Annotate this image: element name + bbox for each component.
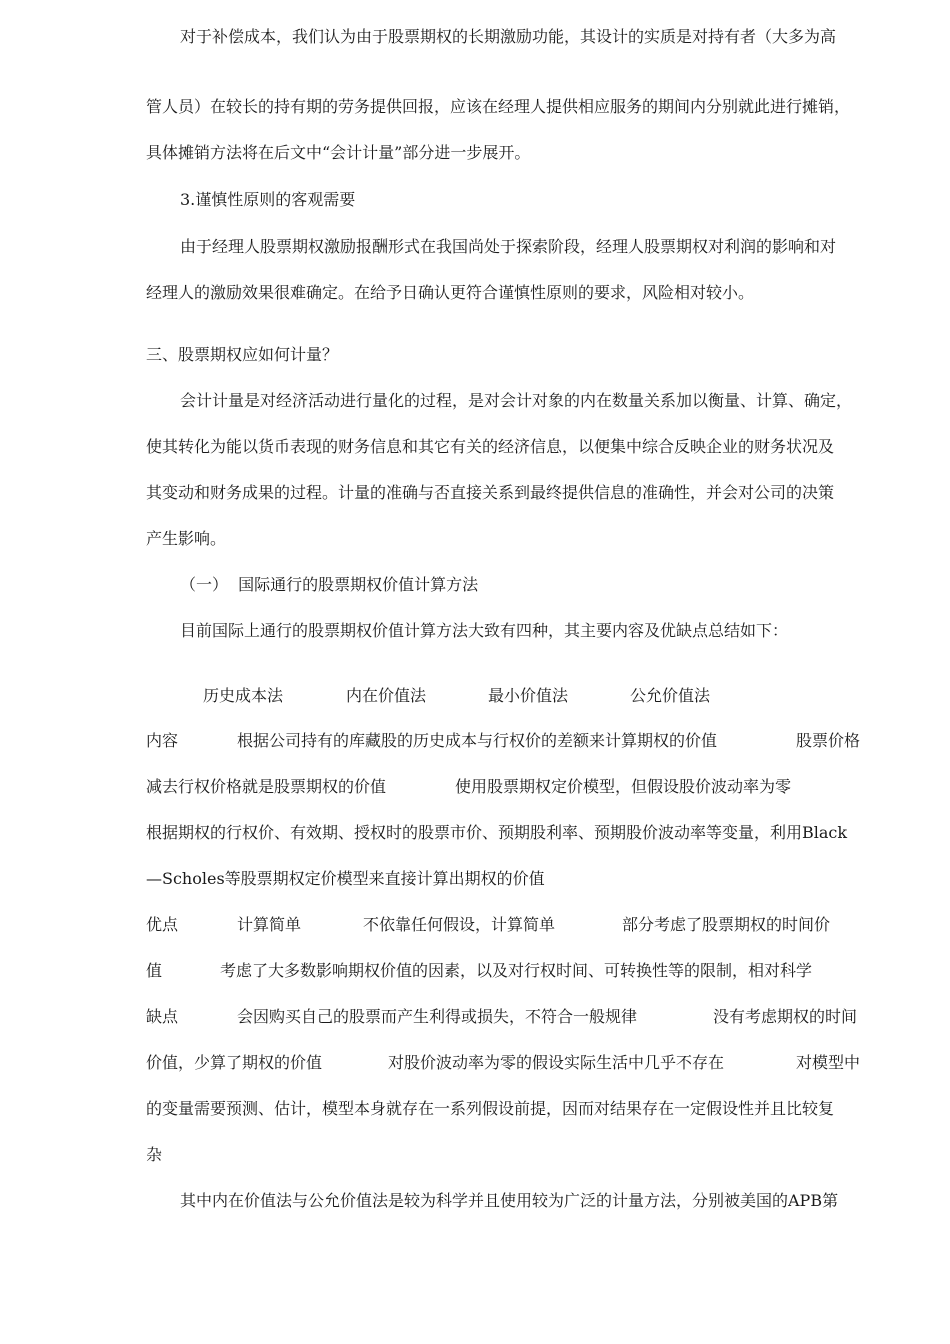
paragraph-line: 产生影响。: [146, 529, 227, 548]
table-cell: 股票价格: [796, 731, 861, 750]
table-header-cell: 内在价值法: [346, 686, 427, 705]
table-cell: 根据公司持有的库藏股的历史成本与行权价的差额来计算期权的价值: [237, 731, 718, 750]
table-cell: 杂: [146, 1145, 163, 1164]
paragraph-line: 由于经理人股票期权激励报酬形式在我国尚处于探索阶段，经理人股票期权对利润的影响和对: [180, 237, 837, 256]
table-cell: 会因购买自己的股票而产生利得或损失，不符合一般规律: [237, 1007, 638, 1026]
paragraph-line: 使其转化为能以货币表现的财务信息和其它有关的经济信息，以便集中综合反映企业的财务状况及: [146, 437, 835, 456]
paragraph-line: 对于补偿成本，我们认为由于股票期权的长期激励功能，其设计的实质是对持有者（大多为高: [180, 27, 837, 46]
table-cell: 值: [146, 961, 163, 980]
paragraph-line: 经理人的激励效果很难确定。在给予日确认更符合谨慎性原则的要求，风险相对较小。: [146, 283, 755, 302]
paragraph-line: 其变动和财务成果的过程。计量的准确与否直接关系到最终提供信息的准确性，并会对公司的决策: [146, 483, 835, 502]
table-row-label: 内容: [146, 731, 179, 750]
paragraph-line: 会计计量是对经济活动进行量化的过程，是对会计对象的内在数量关系加以衡量、计算、确定，: [180, 391, 853, 410]
table-header-cell: 最小价值法: [488, 686, 569, 705]
subheading: 3.谨慎性原则的客观需要: [180, 190, 356, 209]
table-header-cell: 公允价值法: [630, 686, 711, 705]
paragraph-line: 目前国际上通行的股票期权价值计算方法大致有四种，其主要内容及优缺点总结如下：: [180, 621, 789, 640]
paragraph-line: 具体摊销方法将在后文中“会计计量”部分进一步展开。: [146, 143, 531, 162]
table-cell: —Scholes等股票期权定价模型来直接计算出期权的价值: [146, 869, 545, 888]
section-title: 三、股票期权应如何计量？: [146, 345, 339, 364]
table-cell: 对股价波动率为零的假设实际生活中几乎不存在: [388, 1053, 725, 1072]
table-cell: 减去行权价格就是股票期权的价值: [146, 777, 387, 796]
table-cell: 没有考虑期权的时间: [713, 1007, 858, 1026]
table-cell: 使用股票期权定价模型，但假设股价波动率为零: [455, 777, 792, 796]
table-cell: 的变量需要预测、估计，模型本身就存在一系列假设前提，因而对结果存在一定假设性并且比较复: [146, 1099, 835, 1118]
table-cell: 根据期权的行权价、有效期、授权时的股票市价、预期股利率、预期股价波动率等变量，利用Black: [146, 823, 848, 842]
paragraph-line: 管人员）在较长的持有期的劳务提供回报，应该在经理人提供相应服务的期间内分别就此进行摊销，: [146, 97, 851, 116]
table-cell: 不依靠任何假设，计算简单: [363, 915, 556, 934]
table-cell: 考虑了大多数影响期权价值的因素，以及对行权时间、可转换性等的限制，相对科学: [220, 961, 813, 980]
paragraph-line: 其中内在价值法与公允价值法是较为科学并且使用较为广泛的计量方法，分别被美国的APB第: [180, 1191, 839, 1210]
table-cell: 部分考虑了股票期权的时间价: [622, 915, 831, 934]
subsection-title: （一） 国际通行的股票期权价值计算方法: [180, 575, 479, 594]
table-cell: 价值，少算了期权的价值: [146, 1053, 323, 1072]
table-row-label: 缺点: [146, 1007, 179, 1026]
table-row-label: 优点: [146, 915, 179, 934]
table-cell: 对模型中: [796, 1053, 861, 1072]
table-cell: 计算简单: [237, 915, 302, 934]
table-header-cell: 历史成本法: [203, 686, 284, 705]
